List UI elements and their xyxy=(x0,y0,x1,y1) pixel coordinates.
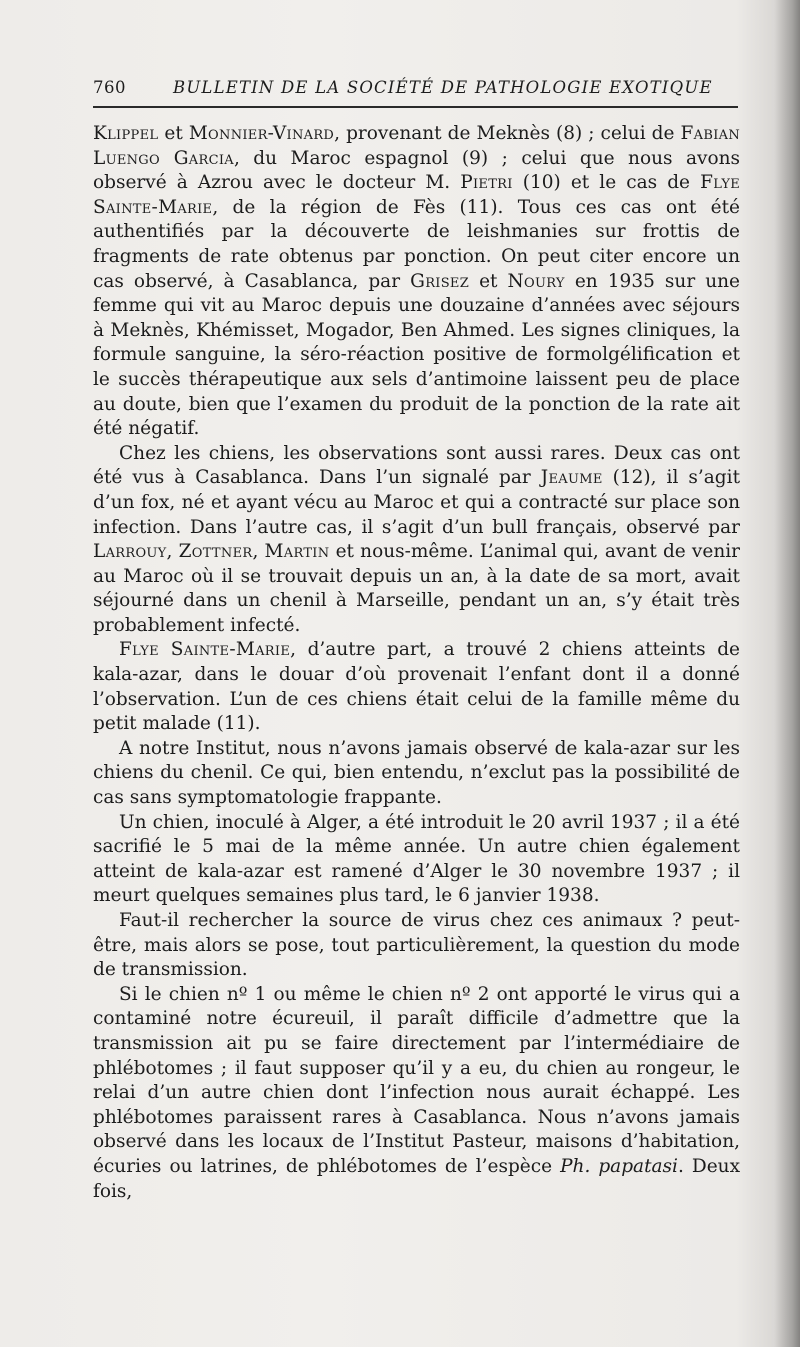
author-name: Flye Sainte-Marie xyxy=(119,639,291,661)
author-name: Larrouy xyxy=(93,541,167,563)
text-run: et xyxy=(469,270,508,292)
paragraph-4 xyxy=(93,737,740,811)
paragraph-2 xyxy=(93,442,740,639)
author-name: Grisez xyxy=(410,270,470,292)
text-run: , d’autre part, a trouvé 2 chiens atteints de kala-azar, dans le douar d’où provenait l’enfant dont il a donné l’observation. L’un de ces chiens était celui de la famille même du petit malade (11). xyxy=(93,639,741,735)
text-run: , du Maroc espagnol (9) ; celui que nous avons observé à Azrou avec le docteur M. xyxy=(93,147,740,194)
text-run: , provenant de Meknès (8) ; celui de xyxy=(334,123,681,144)
paragraph-6 xyxy=(93,909,740,983)
text-run: Faut-il rechercher la source de virus chez ces animaux ? peut-être, mais alors se pose, tout particulièrement, la question du mode de transmission. xyxy=(93,910,740,981)
author-name: Flye Sainte-Marie xyxy=(93,172,741,218)
text-run: , xyxy=(252,541,265,563)
text-run: Un chien, inoculé à Alger, a été introduit le 20 avril 1937 ; il a été sacrifié le 5 mai de la même année. Un autre chien également atteint de kala-azar est ramené d’Alger le 30 novembre 1937 ; il meurt quelques semaines plus tard, le 6 janvier 1938. xyxy=(93,811,740,907)
text-run: A notre Institut, nous n’avons jamais observé de kala-azar sur les chiens du chenil. Ce qui, bien entendu, n’exclut pas la possibilité de cas sans symptomatologie frappante. xyxy=(93,737,740,809)
author-name: Zottner xyxy=(178,541,253,563)
text-run: Si le chien nº 1 ou même le chien nº 2 ont apporté le virus qui a contaminé notre écureuil, il paraît difficile d’admettre que la transmission ait pu se faire directement par l’intermédiaire de phlébotomes ; il faut supposer qu’il y a eu, du chien au rongeur, le relai d’un autre chien dont l’infection nous aurait échappé. Les phlébotomes paraissent rares à Casablanca. Nous n’avons jamais observé dans les locaux de l’Institut Pasteur, maisons d’habitation, écuries ou latrines, de phlébotomes de l’espèce xyxy=(93,983,740,1177)
author-name: Martin xyxy=(264,541,330,563)
author-name: Pietri xyxy=(460,172,513,194)
header-rule xyxy=(93,106,738,108)
author-name: Jeaume xyxy=(540,467,603,489)
journal-title: BULLETIN DE LA SOCIÉTÉ DE PATHOLOGIE EXOTIQUE xyxy=(173,78,713,97)
paragraph-1 xyxy=(93,122,740,442)
text-run: , de la région de Fès (11). Tous ces cas ont été authentifiés par la découverte de leishmanies sur frottis de fragments de rate obtenus par ponction. On peut citer encore un cas observé, à Casablanca, par xyxy=(93,196,740,292)
author-name: Noury xyxy=(507,270,565,292)
text-run: en 1935 sur une femme qui vit au Maroc depuis une douzaine d’années avec séjours à Meknès, Khémisset, Mogador, Ben Ahmed. Les signes cliniques, la formule sanguine, la séro-réaction positive de formolgélification et le succès thérapeutique aux sels d’antimoine laissent peu de place au doute, bien que l’examen du produit de la ponction de la rate ait été négatif. xyxy=(93,270,740,440)
author-name: Monnier-Vinard xyxy=(188,123,335,144)
paragraph-7 xyxy=(93,983,740,1204)
species-name: Ph. papatasi xyxy=(560,1155,678,1177)
text-run: , xyxy=(166,541,179,563)
body-text xyxy=(93,122,740,1204)
paragraph-3 xyxy=(93,638,740,736)
running-head xyxy=(93,74,733,108)
text-run: (12), il s’agit d’un fox, né et ayant vécu au Maroc et qui a contracté sur place son infection. Dans l’autre cas, il s’agit d’un bull français, observé par xyxy=(93,467,741,538)
paragraph-5 xyxy=(93,811,740,909)
page-number: 760 xyxy=(93,78,126,97)
text-run: et nous-même. L’animal qui, avant de venir au Maroc où il se trouvait depuis un an, à la date de sa mort, avait séjourné dans un chenil à Marseille, pendant un an, s’y était très probablement infecté. xyxy=(93,541,740,636)
author-name: Klippel xyxy=(93,123,159,144)
text-run: et xyxy=(158,123,189,144)
text-run: Chez les chiens, les observations sont aussi rares. Deux cas ont été vus à Casablanca. Dans l’un signalé par xyxy=(93,442,740,489)
page-edge-shadow xyxy=(774,0,800,1347)
text-run: (10) et le cas de xyxy=(512,172,701,194)
text-run: . Deux fois, xyxy=(93,1155,740,1202)
author-name: Fabian Luengo Garcia xyxy=(93,123,740,169)
